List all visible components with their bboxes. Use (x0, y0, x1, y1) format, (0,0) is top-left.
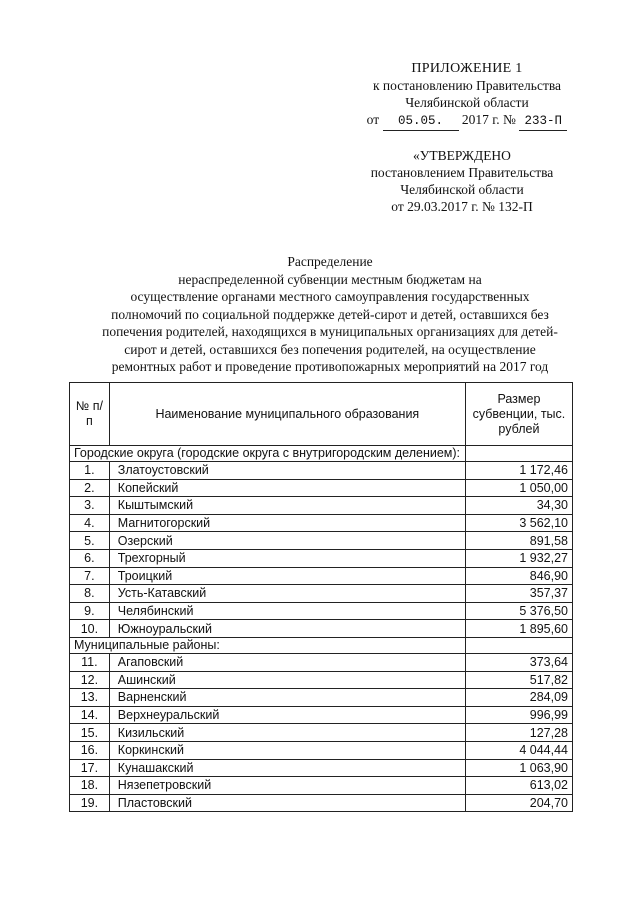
table-row (70, 759, 573, 777)
approved-stamp-text (342, 147, 582, 215)
appendix-number-field: 233-П (519, 113, 567, 131)
row-number: 19. (70, 794, 110, 812)
section-row-city-districts (70, 446, 573, 462)
title-line-2: нераспределенной субвенции местным бюджетам на (178, 271, 482, 287)
table-row (70, 724, 573, 742)
row-number: 4. (70, 514, 110, 532)
row-number: 13. (70, 689, 110, 707)
title-line-7: ремонтных работ и проведение противопожарных мероприятий на 2017 год (111, 359, 549, 374)
table-row (70, 462, 573, 480)
row-number: 9. (70, 602, 110, 620)
appendix-line-1: к постановлению Правительства (372, 78, 562, 93)
row-municipality-name: Ашинский (109, 671, 465, 689)
row-subvention-value: 4 044,44 (465, 741, 572, 759)
table-row (70, 689, 573, 707)
table-row (70, 706, 573, 724)
row-municipality-name: Коркинский (109, 741, 465, 759)
header-value: Размер субвенции, тыс. рублей (465, 383, 572, 446)
row-number: 16. (70, 741, 110, 759)
row-subvention-value: 1 172,46 (465, 462, 572, 480)
row-municipality-name: Усть-Катавский (109, 585, 465, 603)
row-number: 8. (70, 585, 110, 603)
row-municipality-name: Верхнеуральский (109, 706, 465, 724)
row-municipality-name: Нязепетровский (109, 777, 465, 795)
title-line-3: осуществление органами местного самоуправления государственных (130, 289, 530, 304)
appendix-title: ПРИЛОЖЕНИЕ 1 (411, 61, 523, 76)
row-municipality-name: Варненский (109, 689, 465, 707)
approved-line-1: «УТВЕРЖДЕНО (413, 148, 511, 163)
section-row-municipal-districts (70, 637, 573, 653)
table-row (70, 741, 573, 759)
row-municipality-name: Трехгорный (109, 549, 465, 567)
row-subvention-value: 1 932,27 (465, 549, 572, 567)
appendix-header (352, 60, 582, 131)
header-num: № п/п (70, 383, 110, 446)
table-row (70, 653, 573, 671)
row-subvention-value: 996,99 (465, 706, 572, 724)
row-subvention-value: 357,37 (465, 585, 572, 603)
row-number: 3. (70, 497, 110, 515)
row-number: 2. (70, 479, 110, 497)
table-row (70, 532, 573, 550)
row-subvention-value: 613,02 (465, 777, 572, 795)
section-label-city-districts: Городские округа (городские округа с внутригородским делением): (70, 446, 466, 462)
row-subvention-value: 127,28 (465, 724, 572, 742)
table-header-row (70, 383, 573, 446)
row-subvention-value: 204,70 (465, 794, 572, 812)
row-subvention-value: 34,30 (465, 497, 572, 515)
row-subvention-value: 284,09 (465, 689, 572, 707)
row-number: 6. (70, 549, 110, 567)
row-municipality-name: Кунашакский (109, 759, 465, 777)
row-subvention-value: 1 895,60 (465, 620, 572, 638)
table-row (70, 514, 573, 532)
table-row (70, 549, 573, 567)
document-title (60, 253, 600, 376)
table-row (70, 602, 573, 620)
row-subvention-value: 1 050,00 (465, 479, 572, 497)
row-municipality-name: Копейский (109, 479, 465, 497)
header-name: Наименование муниципального образования (109, 383, 465, 446)
row-number: 5. (70, 532, 110, 550)
row-number: 12. (70, 671, 110, 689)
table-row (70, 567, 573, 585)
row-subvention-value: 517,82 (465, 671, 572, 689)
row-subvention-value: 373,64 (465, 653, 572, 671)
row-subvention-value: 1 063,90 (465, 759, 572, 777)
row-subvention-value: 5 376,50 (465, 602, 572, 620)
approved-line-2: постановлением Правительства (370, 165, 554, 180)
row-municipality-name: Златоустовский (109, 462, 465, 480)
row-number: 11. (70, 653, 110, 671)
appendix-date-field: 05.05. (383, 113, 459, 131)
row-number: 14. (70, 706, 110, 724)
subvention-table (69, 382, 573, 812)
title-line-5: попечения родителей, находящихся в муниципальных организациях для детей- (102, 324, 558, 339)
row-municipality-name: Кизильский (109, 724, 465, 742)
section-empty-cell (465, 446, 572, 462)
row-subvention-value: 891,58 (465, 532, 572, 550)
row-number: 17. (70, 759, 110, 777)
row-municipality-name: Агаповский (109, 653, 465, 671)
row-municipality-name: Пластовский (109, 794, 465, 812)
appendix-prefix: от (366, 112, 380, 127)
row-municipality-name: Озерский (109, 532, 465, 550)
table-row (70, 585, 573, 603)
appendix-date-line (352, 111, 582, 131)
table-row (70, 620, 573, 638)
table-row (70, 777, 573, 795)
row-municipality-name: Челябинский (109, 602, 465, 620)
row-number: 1. (70, 462, 110, 480)
title-line-6: сирот и детей, оставшихся без попечения родителей, на осуществление (124, 341, 536, 357)
row-number: 18. (70, 777, 110, 795)
row-number: 7. (70, 567, 110, 585)
table-row (70, 497, 573, 515)
section-label-municipal-districts: Муниципальные районы: (70, 637, 466, 653)
row-number: 10. (70, 620, 110, 638)
table-row (70, 794, 573, 812)
table-body (70, 446, 573, 812)
row-municipality-name: Южноуральский (109, 620, 465, 638)
table-row (70, 479, 573, 497)
row-number: 15. (70, 724, 110, 742)
row-subvention-value: 3 562,10 (465, 514, 572, 532)
approved-line-3: Челябинской области (400, 182, 524, 197)
row-municipality-name: Троицкий (109, 567, 465, 585)
appendix-year-text: 2017 г. № (461, 112, 516, 127)
title-line-4: полномочий по социальной поддержке детей-сирот и детей, оставшихся без (111, 306, 549, 322)
table-row (70, 671, 573, 689)
section-empty-cell (465, 637, 572, 653)
row-municipality-name: Кыштымский (109, 497, 465, 515)
appendix-line-2: Челябинской области (405, 95, 529, 110)
row-municipality-name: Магнитогорский (109, 514, 465, 532)
title-line-1: Распределение (287, 254, 373, 269)
approved-line-4: от 29.03.2017 г. № 132-П (391, 199, 533, 214)
row-subvention-value: 846,90 (465, 567, 572, 585)
